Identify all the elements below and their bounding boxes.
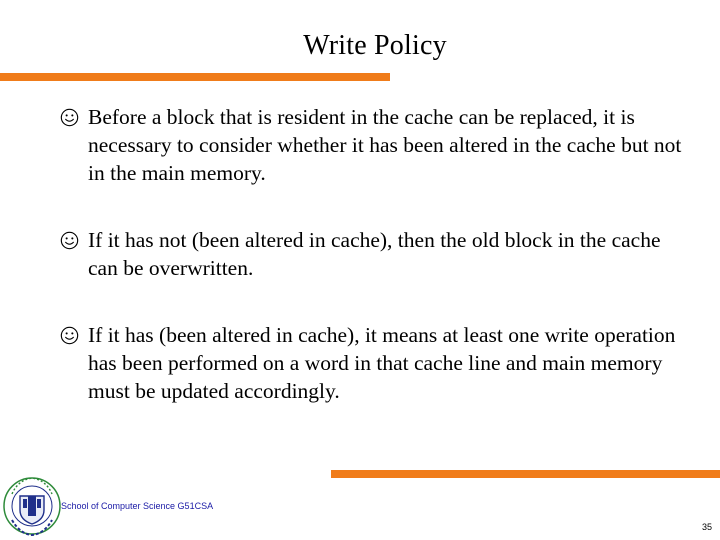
slide-title: Write Policy: [303, 30, 447, 61]
bullet-text: Before a block that is resident in the cache can be replaced, it is necessary to consider whether it has been altered in the cache but not in the main memory.: [88, 105, 682, 185]
footer-school-label: School of Computer Science G51CSA: [61, 501, 214, 511]
university-crest-icon: [2, 466, 62, 540]
title-underline-bar: [0, 73, 390, 81]
page-number: 35: [701, 522, 712, 532]
bullet-item: [60, 226, 690, 282]
bullet-text: If it has not (been altered in cache), then the old block in the cache can be overwritten.: [88, 228, 661, 280]
bullet-list: [60, 103, 690, 444]
smiley-icon: [60, 108, 79, 127]
footer-accent-bar: [331, 470, 720, 478]
bullet-item: [60, 103, 690, 187]
bullet-item: [60, 321, 690, 405]
smiley-icon: [60, 326, 79, 345]
bullet-text: If it has (been altered in cache), it means at least one write operation has been performed on a word in that cache line and main memory must be updated accordingly.: [88, 323, 676, 403]
smiley-icon: [60, 231, 79, 250]
